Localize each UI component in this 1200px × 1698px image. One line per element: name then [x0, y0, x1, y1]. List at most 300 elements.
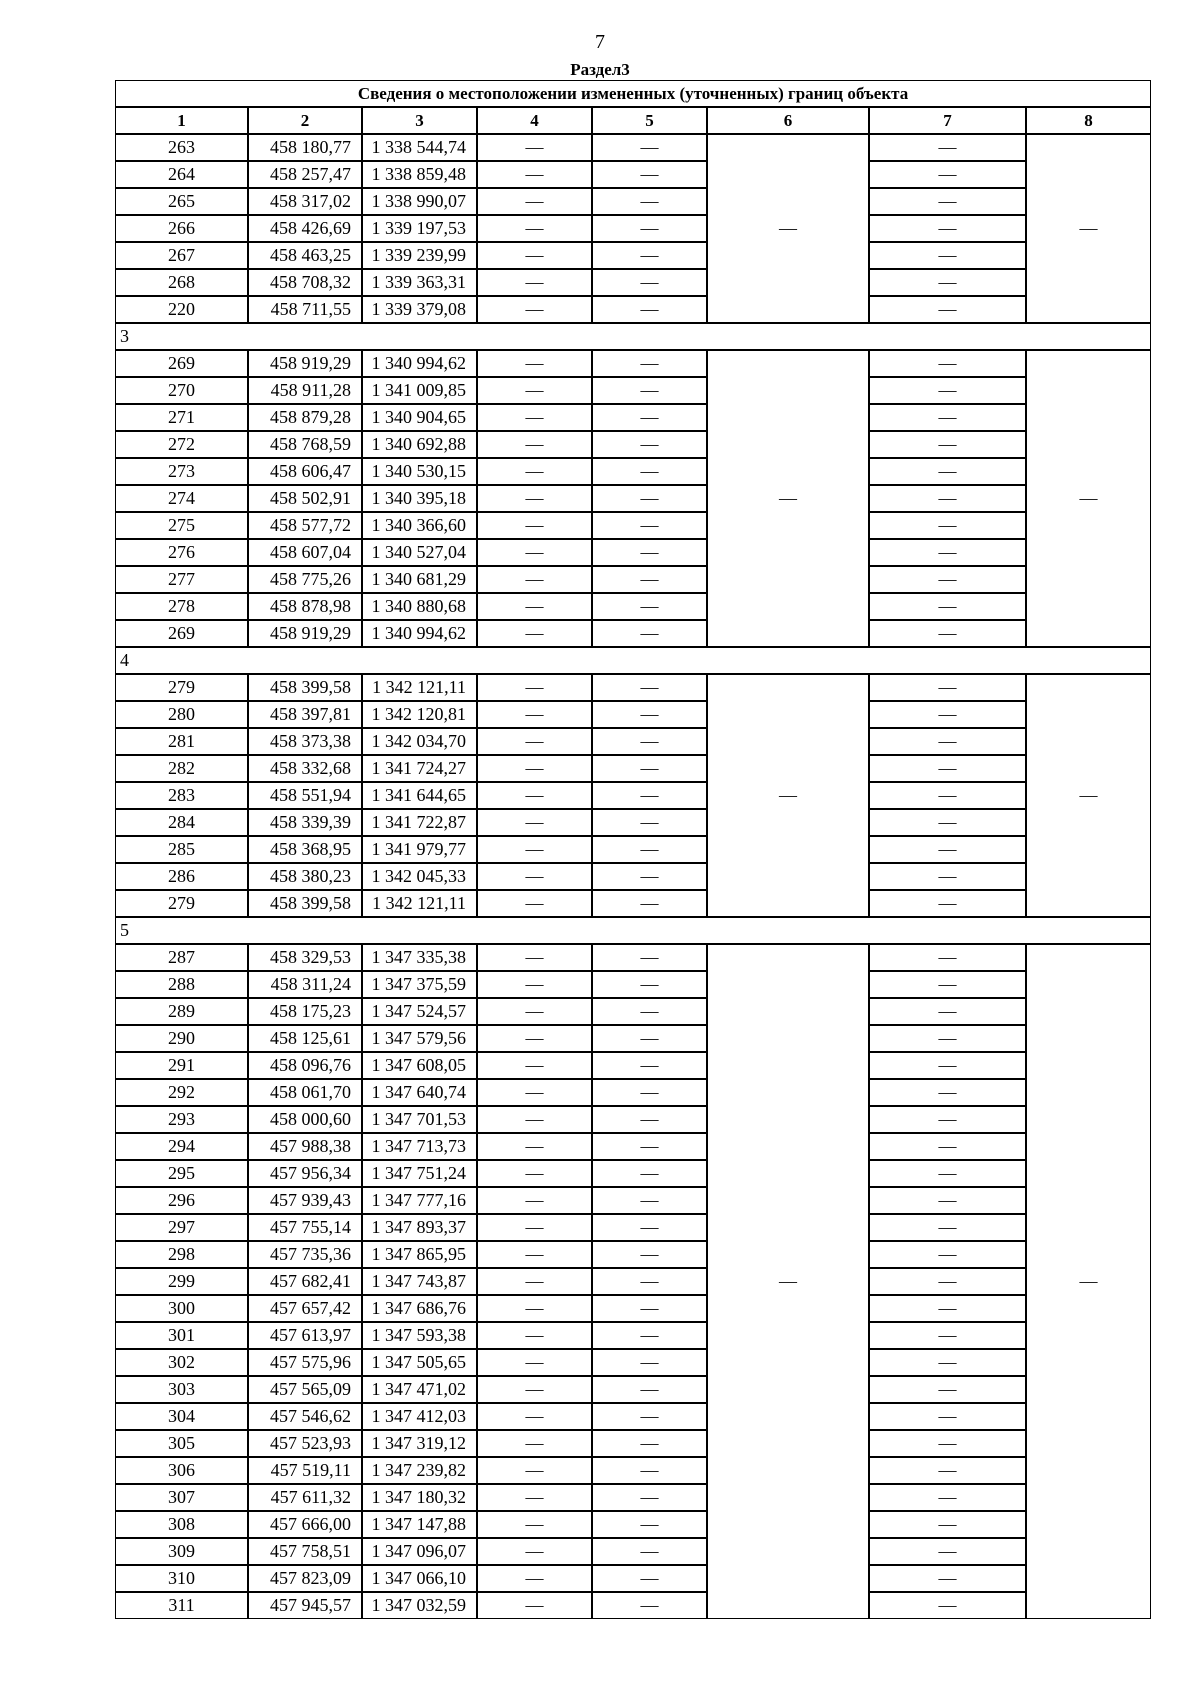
col4-value: —	[477, 1511, 592, 1538]
point-number: 273	[115, 458, 248, 485]
coordinate-y: 1 340 880,68	[362, 593, 477, 620]
col5-value: —	[592, 782, 707, 809]
col4-value: —	[477, 1079, 592, 1106]
point-number: 296	[115, 1187, 248, 1214]
coordinate-x: 457 755,14	[248, 1214, 362, 1241]
col4-value: —	[477, 1133, 592, 1160]
col5-value: —	[592, 755, 707, 782]
section-title: Раздел3	[570, 60, 630, 79]
table-row	[115, 1403, 1151, 1430]
coordinate-y: 1 347 579,56	[362, 1025, 477, 1052]
point-number: 292	[115, 1079, 248, 1106]
coordinate-x: 457 735,36	[248, 1241, 362, 1268]
coordinate-y: 1 347 608,05	[362, 1052, 477, 1079]
coordinate-x: 457 939,43	[248, 1187, 362, 1214]
col4-value: —	[477, 377, 592, 404]
col4-value: —	[477, 431, 592, 458]
point-number: 305	[115, 1430, 248, 1457]
col4-value: —	[477, 215, 592, 242]
coordinate-x: 458 311,24	[248, 971, 362, 998]
coordinate-x: 458 708,32	[248, 269, 362, 296]
table-caption: Сведения о местоположении измененных (уточненных) границ объекта	[115, 80, 1151, 107]
col7-value: —	[869, 1295, 1026, 1322]
point-number: 298	[115, 1241, 248, 1268]
point-number: 290	[115, 1025, 248, 1052]
col7-value: —	[869, 1349, 1026, 1376]
coordinate-x: 458 373,38	[248, 728, 362, 755]
point-number: 263	[115, 134, 248, 161]
coordinate-y: 1 347 096,07	[362, 1538, 477, 1565]
coordinate-y: 1 347 893,37	[362, 1214, 477, 1241]
coordinate-y: 1 347 032,59	[362, 1592, 477, 1619]
col4-value: —	[477, 269, 592, 296]
col7-value: —	[869, 539, 1026, 566]
coordinate-y: 1 347 066,10	[362, 1565, 477, 1592]
coordinate-y: 1 339 363,31	[362, 269, 477, 296]
col4-value: —	[477, 836, 592, 863]
point-number: 294	[115, 1133, 248, 1160]
col4-value: —	[477, 1457, 592, 1484]
table-row	[115, 1295, 1151, 1322]
coordinate-x: 458 606,47	[248, 458, 362, 485]
col5-value: —	[592, 890, 707, 917]
table-row	[115, 1349, 1151, 1376]
col5-value: —	[592, 1187, 707, 1214]
col5-value: —	[592, 971, 707, 998]
table-row	[115, 620, 1151, 647]
col8-value: —	[1026, 134, 1151, 323]
col4-value: —	[477, 620, 592, 647]
col7-value: —	[869, 431, 1026, 458]
coordinate-x: 458 329,53	[248, 944, 362, 971]
column-header-7: 7	[869, 107, 1026, 134]
table-row	[115, 1187, 1151, 1214]
col4-value: —	[477, 998, 592, 1025]
col7-value: —	[869, 1214, 1026, 1241]
coordinate-y: 1 347 505,65	[362, 1349, 477, 1376]
point-number: 295	[115, 1160, 248, 1187]
col7-value: —	[869, 134, 1026, 161]
col5-value: —	[592, 1538, 707, 1565]
col7-value: —	[869, 674, 1026, 701]
col4-value: —	[477, 1160, 592, 1187]
point-number: 281	[115, 728, 248, 755]
table-row	[115, 1214, 1151, 1241]
contour-label-row	[115, 323, 1151, 350]
point-number: 278	[115, 593, 248, 620]
coordinate-x: 458 551,94	[248, 782, 362, 809]
point-number: 300	[115, 1295, 248, 1322]
column-header-1: 1	[115, 107, 248, 134]
coordinate-x: 458 577,72	[248, 512, 362, 539]
col4-value: —	[477, 296, 592, 323]
column-header-8: 8	[1026, 107, 1151, 134]
coordinate-y: 1 342 121,11	[362, 674, 477, 701]
col4-value: —	[477, 458, 592, 485]
coordinate-y: 1 340 395,18	[362, 485, 477, 512]
col7-value: —	[869, 1079, 1026, 1106]
point-number: 283	[115, 782, 248, 809]
coordinate-x: 457 657,42	[248, 1295, 362, 1322]
coordinate-x: 458 768,59	[248, 431, 362, 458]
col5-value: —	[592, 134, 707, 161]
boundary-coordinates-table	[115, 80, 1151, 1619]
col7-value: —	[869, 1106, 1026, 1133]
col4-value: —	[477, 1187, 592, 1214]
coordinate-x: 457 611,32	[248, 1484, 362, 1511]
col6-value: —	[707, 674, 869, 917]
table-header-row	[115, 107, 1151, 134]
col5-value: —	[592, 701, 707, 728]
contour-number: 5	[115, 917, 1151, 944]
col4-value: —	[477, 566, 592, 593]
coordinate-x: 458 125,61	[248, 1025, 362, 1052]
col5-value: —	[592, 593, 707, 620]
coordinate-x: 458 175,23	[248, 998, 362, 1025]
col5-value: —	[592, 296, 707, 323]
coordinate-x: 457 823,09	[248, 1565, 362, 1592]
coordinate-x: 458 607,04	[248, 539, 362, 566]
col4-value: —	[477, 1349, 592, 1376]
point-number: 299	[115, 1268, 248, 1295]
point-number: 287	[115, 944, 248, 971]
col6-value: —	[707, 350, 869, 647]
coordinate-x: 458 775,26	[248, 566, 362, 593]
coordinate-y: 1 347 701,53	[362, 1106, 477, 1133]
point-number: 276	[115, 539, 248, 566]
coordinate-x: 458 463,25	[248, 242, 362, 269]
col7-value: —	[869, 1322, 1026, 1349]
point-number: 303	[115, 1376, 248, 1403]
col7-value: —	[869, 728, 1026, 755]
col7-value: —	[869, 269, 1026, 296]
table-row	[115, 1160, 1151, 1187]
col5-value: —	[592, 485, 707, 512]
table-row	[115, 1565, 1151, 1592]
col5-value: —	[592, 566, 707, 593]
col5-value: —	[592, 1322, 707, 1349]
col7-value: —	[869, 566, 1026, 593]
table-row	[115, 863, 1151, 890]
table-row	[115, 1106, 1151, 1133]
col7-value: —	[869, 1133, 1026, 1160]
col5-value: —	[592, 1565, 707, 1592]
point-number: 270	[115, 377, 248, 404]
table-row	[115, 1079, 1151, 1106]
coordinate-x: 457 666,00	[248, 1511, 362, 1538]
point-number: 286	[115, 863, 248, 890]
col4-value: —	[477, 674, 592, 701]
col4-value: —	[477, 1268, 592, 1295]
coordinate-y: 1 341 724,27	[362, 755, 477, 782]
col5-value: —	[592, 1133, 707, 1160]
coordinate-y: 1 347 743,87	[362, 1268, 477, 1295]
col5-value: —	[592, 1376, 707, 1403]
col5-value: —	[592, 188, 707, 215]
col7-value: —	[869, 1511, 1026, 1538]
col4-value: —	[477, 404, 592, 431]
col5-value: —	[592, 1052, 707, 1079]
table-row	[115, 404, 1151, 431]
coordinate-y: 1 347 751,24	[362, 1160, 477, 1187]
col4-value: —	[477, 134, 592, 161]
col7-value: —	[869, 485, 1026, 512]
point-number: 271	[115, 404, 248, 431]
point-number: 279	[115, 890, 248, 917]
coordinate-y: 1 339 379,08	[362, 296, 477, 323]
coordinate-y: 1 342 121,11	[362, 890, 477, 917]
point-number: 277	[115, 566, 248, 593]
column-header-6: 6	[707, 107, 869, 134]
col5-value: —	[592, 242, 707, 269]
col5-value: —	[592, 1241, 707, 1268]
col5-value: —	[592, 1106, 707, 1133]
table-row	[115, 350, 1151, 377]
coordinate-x: 458 257,47	[248, 161, 362, 188]
table-row	[115, 1592, 1151, 1619]
coordinate-x: 457 519,11	[248, 1457, 362, 1484]
coordinate-x: 458 380,23	[248, 863, 362, 890]
table-row	[115, 161, 1151, 188]
point-number: 266	[115, 215, 248, 242]
coordinate-y: 1 347 777,16	[362, 1187, 477, 1214]
col5-value: —	[592, 215, 707, 242]
col4-value: —	[477, 593, 592, 620]
contour-label-row	[115, 917, 1151, 944]
col7-value: —	[869, 296, 1026, 323]
coordinate-y: 1 342 045,33	[362, 863, 477, 890]
column-header-4: 4	[477, 107, 592, 134]
col7-value: —	[869, 242, 1026, 269]
table-row	[115, 809, 1151, 836]
col7-value: —	[869, 890, 1026, 917]
point-number: 280	[115, 701, 248, 728]
col4-value: —	[477, 971, 592, 998]
coordinate-x: 458 919,29	[248, 620, 362, 647]
coordinate-y: 1 341 009,85	[362, 377, 477, 404]
point-number: 264	[115, 161, 248, 188]
col4-value: —	[477, 1538, 592, 1565]
col7-value: —	[869, 350, 1026, 377]
col5-value: —	[592, 350, 707, 377]
col4-value: —	[477, 1295, 592, 1322]
table-row	[115, 836, 1151, 863]
col7-value: —	[869, 1565, 1026, 1592]
contour-label-row	[115, 647, 1151, 674]
coordinate-y: 1 347 239,82	[362, 1457, 477, 1484]
col5-value: —	[592, 1214, 707, 1241]
coordinate-y: 1 341 979,77	[362, 836, 477, 863]
table-row	[115, 1484, 1151, 1511]
table-row	[115, 1538, 1151, 1565]
col5-value: —	[592, 1511, 707, 1538]
col5-value: —	[592, 1079, 707, 1106]
coordinate-x: 457 945,57	[248, 1592, 362, 1619]
coordinate-x: 458 061,70	[248, 1079, 362, 1106]
col7-value: —	[869, 1457, 1026, 1484]
point-number: 288	[115, 971, 248, 998]
col4-value: —	[477, 1592, 592, 1619]
col5-value: —	[592, 1349, 707, 1376]
col5-value: —	[592, 1295, 707, 1322]
col7-value: —	[869, 1025, 1026, 1052]
coordinate-x: 457 682,41	[248, 1268, 362, 1295]
column-header-5: 5	[592, 107, 707, 134]
col4-value: —	[477, 539, 592, 566]
col5-value: —	[592, 1592, 707, 1619]
coordinate-x: 458 368,95	[248, 836, 362, 863]
coordinate-y: 1 347 471,02	[362, 1376, 477, 1403]
col5-value: —	[592, 1268, 707, 1295]
table-row	[115, 1457, 1151, 1484]
coordinate-y: 1 347 335,38	[362, 944, 477, 971]
col8-value: —	[1026, 350, 1151, 647]
col4-value: —	[477, 728, 592, 755]
table-row	[115, 458, 1151, 485]
table-row	[115, 512, 1151, 539]
col4-value: —	[477, 1025, 592, 1052]
col7-value: —	[869, 1430, 1026, 1457]
coordinate-y: 1 347 524,57	[362, 998, 477, 1025]
coordinate-y: 1 347 375,59	[362, 971, 477, 998]
coordinate-y: 1 342 034,70	[362, 728, 477, 755]
col5-value: —	[592, 431, 707, 458]
coordinate-y: 1 340 530,15	[362, 458, 477, 485]
col7-value: —	[869, 512, 1026, 539]
table-row	[115, 1322, 1151, 1349]
col7-value: —	[869, 971, 1026, 998]
col4-value: —	[477, 1403, 592, 1430]
col7-value: —	[869, 1187, 1026, 1214]
coordinate-x: 458 399,58	[248, 890, 362, 917]
point-number: 309	[115, 1538, 248, 1565]
table-row	[115, 755, 1151, 782]
coordinate-x: 458 000,60	[248, 1106, 362, 1133]
col4-value: —	[477, 485, 592, 512]
table-row	[115, 377, 1151, 404]
table-row	[115, 1241, 1151, 1268]
col5-value: —	[592, 944, 707, 971]
col7-value: —	[869, 701, 1026, 728]
col4-value: —	[477, 1430, 592, 1457]
coordinate-x: 458 911,28	[248, 377, 362, 404]
coordinate-y: 1 340 692,88	[362, 431, 477, 458]
point-number: 274	[115, 485, 248, 512]
point-number: 279	[115, 674, 248, 701]
table-row	[115, 944, 1151, 971]
table-row	[115, 1511, 1151, 1538]
col4-value: —	[477, 350, 592, 377]
point-number: 310	[115, 1565, 248, 1592]
col4-value: —	[477, 1106, 592, 1133]
col7-value: —	[869, 998, 1026, 1025]
coordinate-x: 458 399,58	[248, 674, 362, 701]
coordinate-x: 457 565,09	[248, 1376, 362, 1403]
coordinate-y: 1 341 644,65	[362, 782, 477, 809]
coordinate-y: 1 347 686,76	[362, 1295, 477, 1322]
table-row	[115, 431, 1151, 458]
table-body	[115, 134, 1151, 1619]
table-row	[115, 242, 1151, 269]
coordinate-y: 1 347 640,74	[362, 1079, 477, 1106]
coordinate-y: 1 338 544,74	[362, 134, 477, 161]
col7-value: —	[869, 1268, 1026, 1295]
table-row	[115, 1052, 1151, 1079]
point-number: 272	[115, 431, 248, 458]
column-header-2: 2	[248, 107, 362, 134]
table-row	[115, 1025, 1151, 1052]
coordinate-y: 1 340 527,04	[362, 539, 477, 566]
col7-value: —	[869, 188, 1026, 215]
coordinate-x: 457 613,97	[248, 1322, 362, 1349]
point-number: 291	[115, 1052, 248, 1079]
col7-value: —	[869, 1538, 1026, 1565]
coordinate-y: 1 338 990,07	[362, 188, 477, 215]
col4-value: —	[477, 512, 592, 539]
col5-value: —	[592, 1484, 707, 1511]
col5-value: —	[592, 863, 707, 890]
col7-value: —	[869, 782, 1026, 809]
point-number: 301	[115, 1322, 248, 1349]
coordinate-y: 1 341 722,87	[362, 809, 477, 836]
coordinate-x: 458 180,77	[248, 134, 362, 161]
point-number: 284	[115, 809, 248, 836]
col5-value: —	[592, 458, 707, 485]
table-row	[115, 593, 1151, 620]
point-number: 293	[115, 1106, 248, 1133]
col8-value: —	[1026, 944, 1151, 1619]
point-number: 311	[115, 1592, 248, 1619]
point-number: 268	[115, 269, 248, 296]
coordinate-x: 457 758,51	[248, 1538, 362, 1565]
table-row	[115, 728, 1151, 755]
col4-value: —	[477, 809, 592, 836]
table-row	[115, 485, 1151, 512]
col7-value: —	[869, 620, 1026, 647]
col4-value: —	[477, 1322, 592, 1349]
table-row	[115, 566, 1151, 593]
coordinate-x: 458 426,69	[248, 215, 362, 242]
col5-value: —	[592, 269, 707, 296]
col7-value: —	[869, 755, 1026, 782]
table-row	[115, 674, 1151, 701]
contour-number: 4	[115, 647, 1151, 674]
col5-value: —	[592, 404, 707, 431]
coordinate-y: 1 347 147,88	[362, 1511, 477, 1538]
contour-number: 3	[115, 323, 1151, 350]
point-number: 308	[115, 1511, 248, 1538]
table-row	[115, 1376, 1151, 1403]
point-number: 220	[115, 296, 248, 323]
coordinate-y: 1 340 366,60	[362, 512, 477, 539]
col4-value: —	[477, 1376, 592, 1403]
coordinate-y: 1 339 239,99	[362, 242, 477, 269]
col5-value: —	[592, 539, 707, 566]
col4-value: —	[477, 1241, 592, 1268]
point-number: 275	[115, 512, 248, 539]
point-number: 306	[115, 1457, 248, 1484]
col7-value: —	[869, 458, 1026, 485]
col7-value: —	[869, 1160, 1026, 1187]
col7-value: —	[869, 593, 1026, 620]
col7-value: —	[869, 944, 1026, 971]
col5-value: —	[592, 161, 707, 188]
col7-value: —	[869, 1592, 1026, 1619]
col4-value: —	[477, 161, 592, 188]
coordinate-x: 458 878,98	[248, 593, 362, 620]
coordinate-y: 1 347 593,38	[362, 1322, 477, 1349]
coordinate-x: 458 339,39	[248, 809, 362, 836]
